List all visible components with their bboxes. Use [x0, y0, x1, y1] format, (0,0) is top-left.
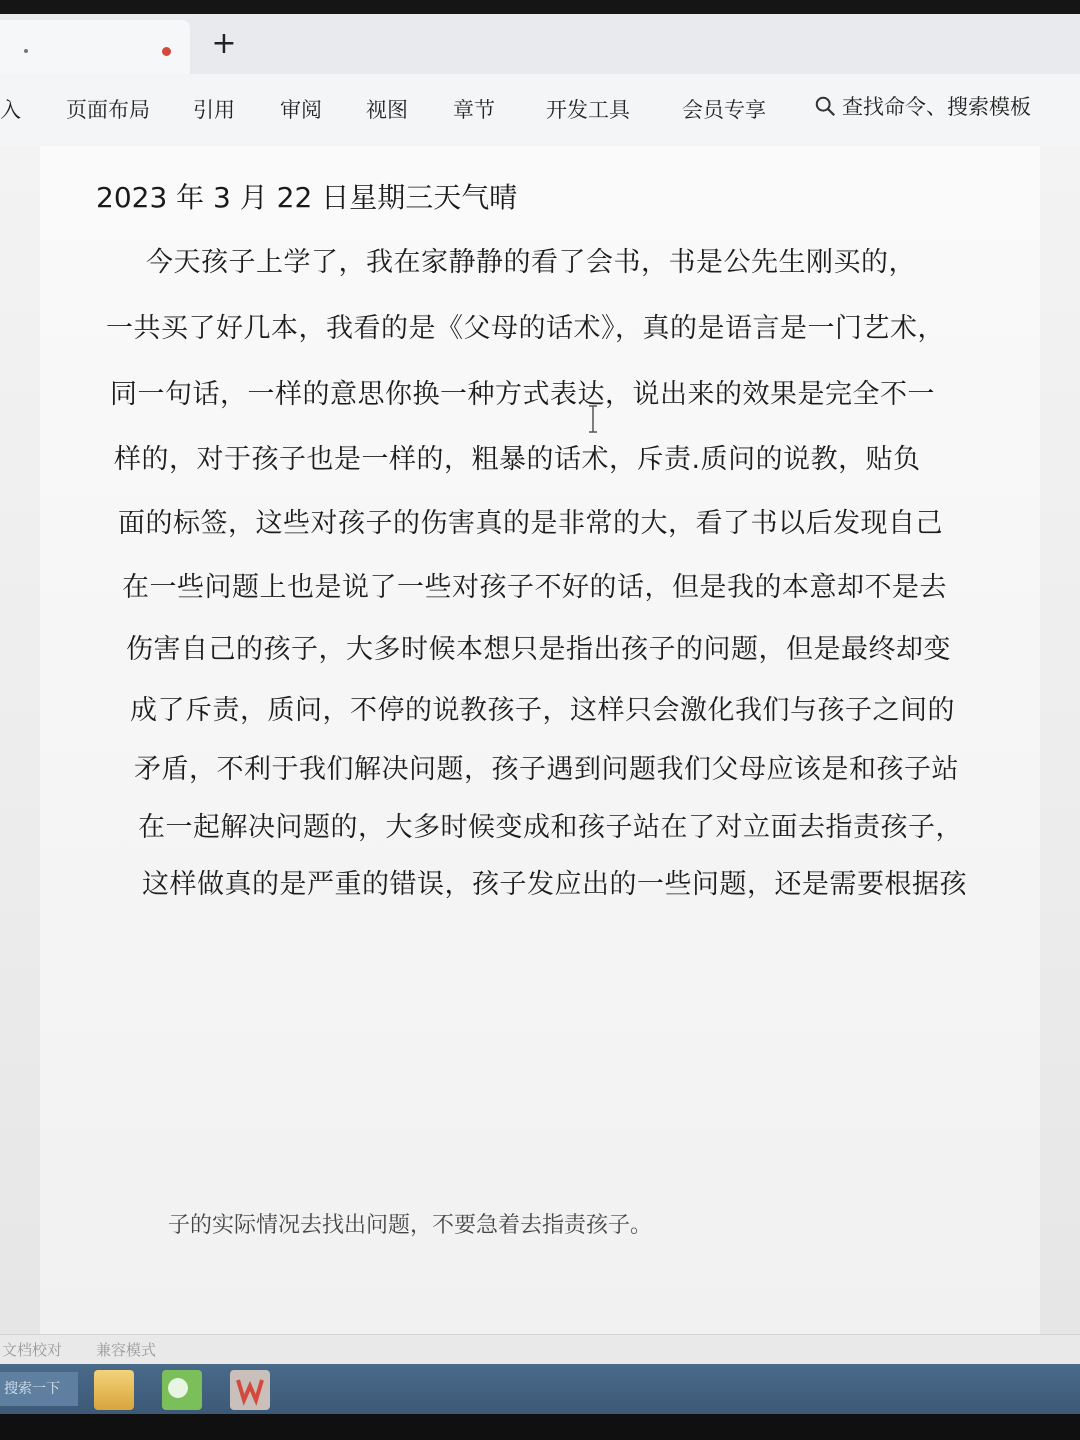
paragraph-line: 这样做真的是严重的错误，孩子发应出的一些问题，还是需要根据孩 — [142, 869, 967, 900]
status-bar — [0, 1334, 1080, 1365]
document-tab[interactable] — [0, 20, 190, 74]
menu-review[interactable]: 审阅 — [280, 98, 322, 122]
paragraph-line: 矛盾，不利于我们解决问题，孩子遇到问题我们父母应该是和孩子站 — [134, 754, 959, 785]
ribbon-menu — [0, 74, 1080, 147]
wps-icon[interactable] — [230, 1370, 270, 1410]
paragraph-line: 在一些问题上也是说了一些对孩子不好的话，但是我的本意却不是去 — [122, 572, 947, 603]
paragraph-line: 今天孩子上学了，我在家静静的看了会书，书是公先生刚买的， — [146, 247, 916, 278]
paragraph-line: 面的标签，这些对孩子的伤害真的是非常的大，看了书以后发现自己 — [118, 508, 943, 539]
menu-sections[interactable]: 章节 — [453, 98, 495, 122]
paragraph-line: 一共买了好几本，我看的是《父母的话术》，真的是语言是一门艺术， — [106, 313, 945, 344]
search-label: 查找命令、搜索模板 — [842, 95, 1031, 119]
menu-references[interactable]: 引用 — [193, 98, 235, 122]
screen-bezel-bottom — [0, 1414, 1080, 1440]
tab-bar — [0, 14, 1080, 74]
paragraph-line: 在一起解决问题的，大多时候变成和孩子站在了对立面去指责孩子， — [138, 812, 963, 843]
paragraph-line: 伤害自己的孩子，大多时候本想只是指出孩子的问题，但是最终却变 — [126, 634, 951, 665]
status-proofread[interactable]: 文档校对 — [2, 1341, 63, 1359]
menu-insert[interactable]: 入 — [0, 98, 21, 122]
menu-member-exclusive[interactable]: 会员专享 — [682, 98, 766, 122]
page-two-line: 子的实际情况去找出问题，不要急着去指责孩子。 — [168, 1213, 653, 1238]
taskbar — [0, 1364, 1080, 1414]
paragraph-line: 成了斥责，质问，不停的说教孩子，这样只会激化我们与孩子之间的 — [130, 695, 955, 726]
taskbar-search[interactable]: 搜索一下 — [0, 1372, 78, 1406]
document-date-line: 2023 年 3 月 22 日星期三天气晴 — [96, 181, 518, 214]
command-search[interactable] — [814, 88, 1031, 124]
menu-view[interactable]: 视图 — [366, 98, 408, 122]
menu-page-layout[interactable]: 页面布局 — [66, 98, 150, 122]
tab-dot — [24, 49, 28, 53]
text-cursor-icon — [588, 404, 598, 434]
file-explorer-icon[interactable] — [94, 1370, 134, 1410]
wechat-icon[interactable] — [162, 1370, 202, 1410]
menu-developer-tools[interactable]: 开发工具 — [546, 98, 630, 122]
paragraph-line: 样的，对于孩子也是一样的，粗暴的话术，斥责.质问的说教，贴负 — [114, 444, 921, 475]
search-icon — [814, 95, 836, 117]
wps-logo-icon — [230, 1370, 270, 1410]
status-compat-mode[interactable]: 兼容模式 — [96, 1341, 157, 1359]
unsaved-indicator-icon — [162, 47, 171, 56]
new-tab-button[interactable]: + — [211, 26, 237, 61]
screen-bezel-top — [0, 0, 1080, 14]
paragraph-line: 同一句话，一样的意思你换一种方式表达，说出来的效果是完全不一 — [110, 379, 935, 410]
